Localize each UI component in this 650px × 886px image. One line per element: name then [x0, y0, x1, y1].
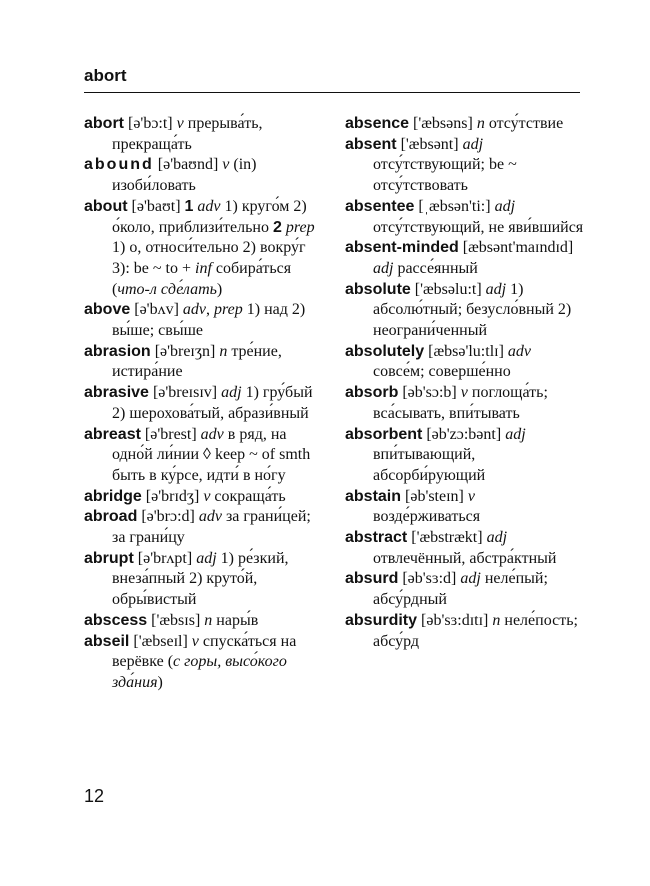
- entry-text: возде́рживаться: [373, 508, 481, 526]
- entry-text: 1) абсолю́тный; безусло́вный 2) неограни́ченный: [373, 280, 572, 340]
- dictionary-entry: [345, 528, 585, 569]
- entry-text: [ə'brest]: [140, 425, 201, 443]
- headword: abrupt: [84, 549, 134, 567]
- entry-text: ,: [206, 301, 214, 319]
- headword: abrasive: [84, 384, 149, 402]
- headword: above: [84, 301, 131, 319]
- dictionary-entry: [84, 487, 320, 508]
- italic-label: adj: [221, 384, 242, 402]
- entry-text: отсу́тствующий; be ~ отсу́тствовать: [373, 156, 517, 195]
- italic-label: prep: [214, 301, 243, 319]
- page-number: 12: [84, 786, 105, 806]
- italic-label: n: [492, 611, 501, 629]
- italic-label: с горы, высо́кого зда́ния: [112, 653, 287, 691]
- italic-label: inf: [195, 259, 212, 277]
- headword: abstain: [345, 487, 402, 505]
- dictionary-entry: [84, 507, 320, 548]
- italic-label: adj: [485, 280, 507, 298]
- sense-number: 1: [184, 197, 194, 215]
- entry-text: за грани́цей; за грани́цу: [112, 508, 311, 547]
- italic-label: adv: [182, 301, 206, 319]
- headword: absolute: [345, 280, 411, 298]
- headword: absentee: [345, 197, 415, 215]
- entry-text: ): [157, 673, 163, 691]
- italic-label: что-л сде́лать: [117, 280, 217, 298]
- right-column: [345, 114, 585, 652]
- entry-text: неле́пость; абсу́рд: [373, 611, 578, 650]
- entry-text: [əb'zɔ:bənt]: [422, 425, 506, 443]
- headword: abridge: [84, 487, 142, 505]
- italic-label: adj: [486, 529, 508, 547]
- entry-text: ['æbsɪs]: [147, 611, 205, 629]
- entry-text: поглоща́ть; вса́сывать, впи́тывать: [373, 384, 548, 422]
- entry-text: [ə'baʊt]: [127, 197, 185, 215]
- italic-label: v: [203, 487, 211, 505]
- italic-label: v: [191, 632, 199, 650]
- entry-text: ['æbsəlu:t]: [410, 280, 486, 298]
- headword: abreast: [84, 425, 141, 443]
- dictionary-entry: [345, 383, 585, 424]
- entry-text: 1) ре́зкий, внеза́пный 2) круто́й, обры́вистый: [112, 549, 289, 609]
- dictionary-entry: [84, 114, 320, 155]
- sense-number: 2: [272, 218, 282, 236]
- entry-text: нары́в: [212, 611, 259, 629]
- entry-text: [ə'breɪʒn]: [150, 342, 220, 360]
- headword: absence: [345, 115, 410, 132]
- entry-text: отвлечённый, абстра́ктный: [373, 549, 557, 567]
- dictionary-entry: [84, 300, 320, 341]
- italic-label: adj: [460, 570, 481, 588]
- entry-text: собира́ться (: [112, 259, 292, 298]
- entry-text: тре́ние, истира́ние: [112, 342, 282, 381]
- dictionary-entry: [84, 425, 320, 487]
- entry-text: отсу́тствие: [484, 115, 564, 132]
- dictionary-entry: [84, 342, 320, 383]
- italic-label: prep: [285, 218, 315, 236]
- entry-text: [əb'sɜ:d]: [398, 570, 461, 588]
- headword: about: [84, 197, 128, 215]
- entry-text: 1) над 2) вы́ше; свы́ше: [112, 301, 306, 340]
- italic-label: adj: [196, 549, 217, 567]
- entry-text: [əb'sɔ:b]: [398, 384, 461, 402]
- entry-text: ): [216, 280, 223, 298]
- entry-text: рассе́янный: [393, 259, 478, 277]
- italic-label: adj: [462, 135, 484, 153]
- dictionary-entry: [345, 280, 585, 342]
- italic-label: v: [467, 487, 475, 505]
- headword: abound: [84, 156, 154, 174]
- headword: abroad: [84, 508, 138, 526]
- headword: abseil: [84, 632, 130, 650]
- italic-label: adj: [494, 197, 516, 215]
- entry-text: 1) круго́м 2) о́коло, приблизи́тельно: [112, 197, 307, 236]
- dictionary-entry: [84, 549, 320, 611]
- headword: absent: [345, 135, 397, 153]
- italic-label: v: [176, 115, 184, 132]
- dictionary-entry: [345, 611, 585, 652]
- headword: abstract: [345, 529, 408, 547]
- entry-text: ['æbsəns]: [409, 115, 477, 132]
- entry-text: [ə'brʌpt]: [133, 549, 197, 567]
- entry-text: [ə'baʊnd]: [153, 156, 223, 174]
- entry-text: 1) гру́бый 2) шерохова́тый, абрази́вный: [112, 384, 313, 422]
- dictionary-entry: [84, 611, 320, 632]
- entry-text: [əb'sɜ:dɪtɪ]: [417, 611, 493, 629]
- italic-label: n: [219, 342, 228, 360]
- entry-text: [ˌæbsən'ti:]: [414, 197, 495, 215]
- italic-label: adv: [197, 197, 221, 215]
- dictionary-entry: [345, 135, 585, 197]
- italic-label: adj: [373, 259, 394, 277]
- entry-text: впи́тывающий, абсорби́рующий: [373, 446, 486, 484]
- entry-text: [ə'breɪsɪv]: [148, 384, 222, 402]
- entry-text: 1) о, относи́тельно 2) вокру́г 3): be ~ to +: [112, 239, 306, 277]
- entry-text: [æbsə'lu:tlɪ]: [424, 342, 508, 360]
- italic-label: adv: [200, 425, 224, 443]
- headword: absent-minded: [345, 239, 459, 257]
- headword: absorb: [345, 384, 399, 402]
- entry-text: [ə'brɪdʒ]: [141, 487, 204, 505]
- entry-text: [æbsənt'maɪndɪd]: [458, 239, 574, 257]
- dictionary-entry: [345, 114, 585, 135]
- entry-text: (in) изоби́ловать: [112, 156, 257, 195]
- header-rule: [84, 92, 580, 93]
- headword: absurdity: [345, 611, 418, 629]
- dictionary-entry: [345, 425, 585, 487]
- italic-label: adv: [507, 342, 532, 360]
- dictionary-entry: [84, 155, 320, 196]
- running-head: abort: [84, 66, 127, 85]
- entry-text: [ə'bɔ:t]: [124, 115, 177, 132]
- headword: absorbent: [345, 425, 423, 443]
- entry-text: совсе́м; соверше́нно: [373, 363, 511, 381]
- entry-text: ['æbsənt]: [396, 135, 463, 153]
- headword: abort: [84, 115, 124, 132]
- dictionary-entry: [345, 487, 585, 528]
- dictionary-entry: [345, 197, 585, 238]
- italic-label: adv: [198, 508, 222, 526]
- entry-text: [əb'steɪn]: [401, 487, 468, 505]
- entry-text: ['æbstrækt]: [407, 529, 487, 547]
- headword: abscess: [84, 611, 148, 629]
- entry-text: отсу́тствующий, не яви́вшийся: [373, 218, 584, 236]
- italic-label: v: [222, 156, 230, 174]
- entry-text: ['æbseɪl]: [129, 632, 192, 650]
- entry-text: спуска́ться на верёвке (: [112, 632, 297, 671]
- headword: abrasion: [84, 342, 151, 360]
- entry-text: неле́пый; абсу́рдный: [373, 570, 548, 609]
- dictionary-entry: [84, 383, 320, 424]
- entry-text: прерыва́ть, прекраща́ть: [112, 115, 263, 153]
- italic-label: n: [204, 611, 213, 629]
- dictionary-entry: [345, 238, 585, 279]
- entry-text: сокраща́ть: [210, 487, 286, 505]
- entry-text: [ə'bʌv]: [130, 301, 183, 319]
- dictionary-entry: [84, 197, 320, 301]
- entry-text: в ряд, на одно́й ли́нии ◊ keep ~ of smth быть в ку́рсе, идти́ в но́гу: [112, 425, 311, 484]
- dictionary-entry: [345, 569, 585, 610]
- italic-label: v: [460, 384, 468, 402]
- headword: absurd: [345, 570, 399, 588]
- left-column: [84, 114, 320, 694]
- entry-text: [ə'brɔ:d]: [137, 508, 199, 526]
- dictionary-entry: [84, 632, 320, 694]
- headword: absolutely: [345, 342, 425, 360]
- dictionary-entry: [345, 342, 585, 383]
- italic-label: adj: [505, 425, 526, 443]
- italic-label: n: [476, 115, 485, 132]
